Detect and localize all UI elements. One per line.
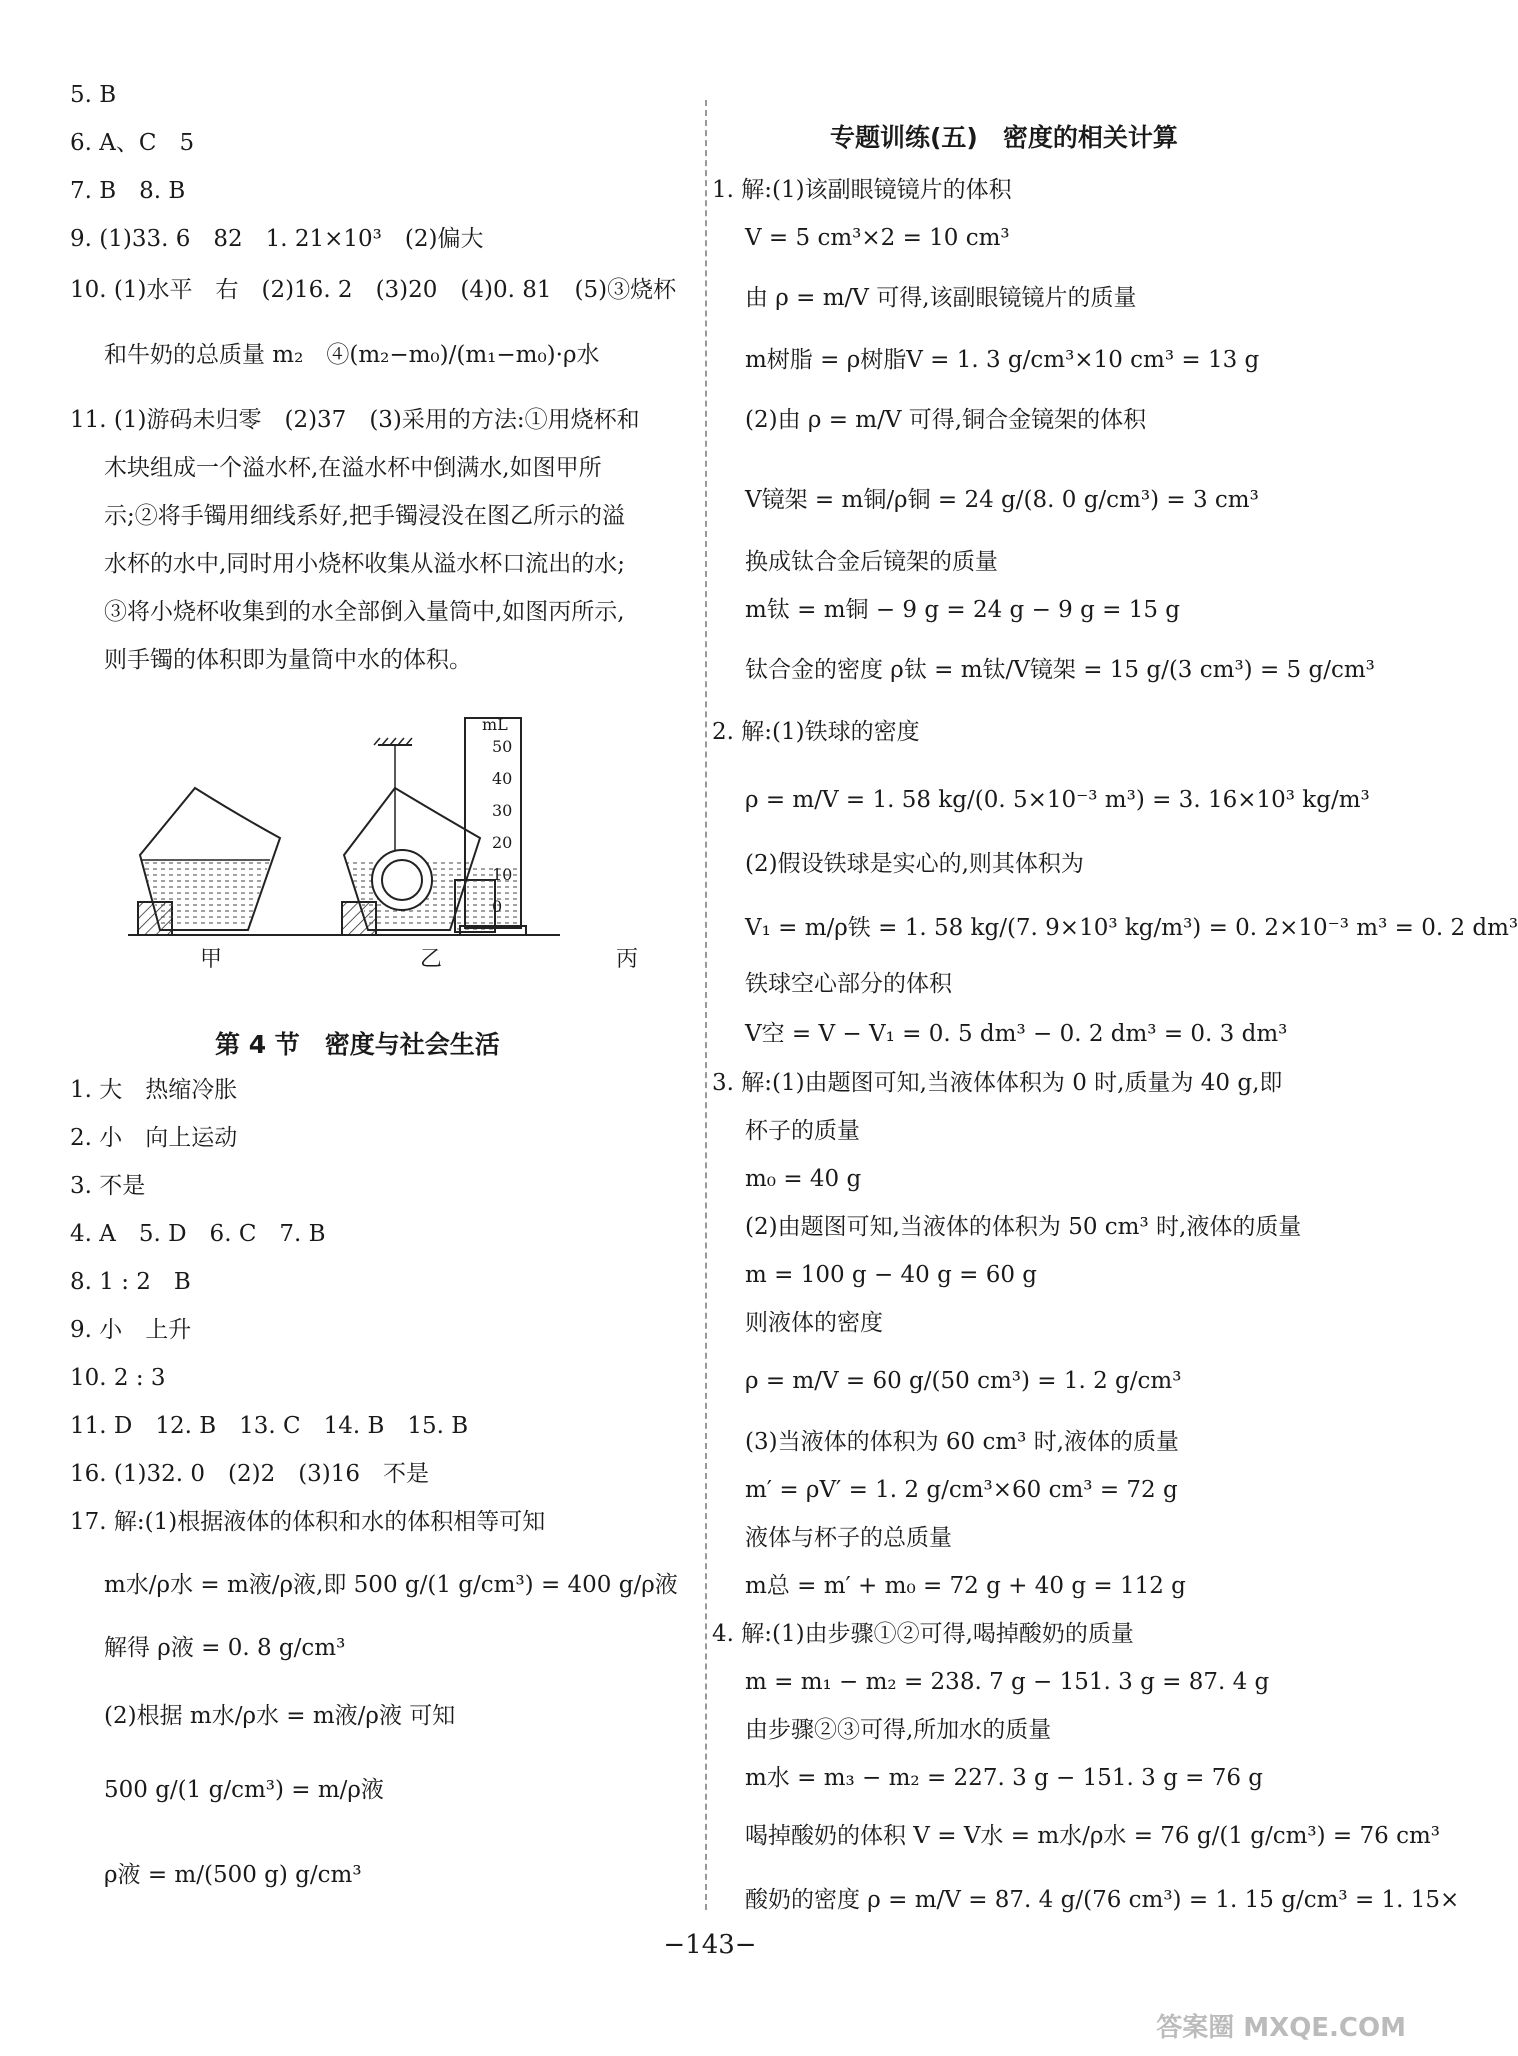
right-line: 钛合金的密度 ρ钛 = m钛/V镜架 = 15 g/(3 cm³) = 5 g/cm³: [745, 657, 1375, 683]
cylinder-tick: 40: [492, 769, 513, 788]
cylinder-scale: [470, 715, 550, 955]
left-line: 10. (1)水平 右 (2)16. 2 (3)20 (4)0. 81 (5)③烧杯: [70, 277, 677, 303]
left-line: 则手镯的体积即为量筒中水的体积。: [104, 647, 472, 673]
right-line: (3)当液体的体积为 60 cm³ 时,液体的质量: [745, 1429, 1180, 1455]
left-line: 10. 2 : 3: [70, 1365, 166, 1391]
right-line: m = m₁ − m₂ = 238. 7 g − 151. 3 g = 87. 4 g: [745, 1669, 1270, 1695]
left-section-title: 第 4 节 密度与社会生活: [215, 1030, 500, 1059]
left-line: 水杯的水中,同时用小烧杯收集从溢水杯口流出的水;: [104, 551, 626, 577]
right-section-title: 专题训练(五) 密度的相关计算: [830, 123, 1178, 152]
page-number: −143−: [663, 1930, 757, 1960]
right-line: m₀ = 40 g: [745, 1166, 862, 1192]
figure-label: 丙: [616, 947, 639, 972]
left-line: (2)根据 m水/ρ水 = m液/ρ液 可知: [104, 1703, 456, 1729]
right-line: 1. 解:(1)该副眼镜镜片的体积: [712, 177, 1012, 203]
left-line: 500 g/(1 g/cm³) = m/ρ液: [104, 1777, 384, 1803]
right-line: 酸奶的密度 ρ = m/V = 87. 4 g/(76 cm³) = 1. 15 g/cm³ = 1. 15×: [745, 1887, 1460, 1913]
left-line: 16. (1)32. 0 (2)2 (3)16 不是: [70, 1461, 430, 1487]
left-line: ρ液 = m/(500 g) g/cm³: [104, 1862, 362, 1888]
right-line: (2)假设铁球是实心的,则其体积为: [745, 851, 1084, 877]
left-line: 1. 大 热缩冷胀: [70, 1077, 238, 1103]
right-line: V₁ = m/ρ铁 = 1. 58 kg/(7. 9×10³ kg/m³) = 0. 2×10⁻³ m³ = 0. 2 dm³: [745, 915, 1518, 941]
right-line: ρ = m/V = 60 g/(50 cm³) = 1. 2 g/cm³: [745, 1368, 1182, 1394]
right-line: 由 ρ = m/V 可得,该副眼镜镜片的质量: [745, 285, 1137, 311]
cylinder-tick: 30: [492, 801, 513, 820]
figure-label: 甲: [200, 947, 223, 972]
overflow-cup-jia: [138, 788, 280, 935]
right-line: V镜架 = m铜/ρ铜 = 24 g/(8. 0 g/cm³) = 3 cm³: [745, 487, 1259, 513]
right-line: m总 = m′ + m₀ = 72 g + 40 g = 112 g: [745, 1573, 1186, 1599]
right-line: m钛 = m铜 − 9 g = 24 g − 9 g = 15 g: [745, 597, 1181, 623]
right-line: (2)由 ρ = m/V 可得,铜合金镜架的体积: [745, 407, 1147, 433]
right-line: ρ = m/V = 1. 58 kg/(0. 5×10⁻³ m³) = 3. 16×10³ kg/m³: [745, 787, 1370, 813]
cylinder-tick: 50: [492, 737, 513, 756]
figure-label: 乙: [420, 947, 443, 972]
left-line: 4. A 5. D 6. C 7. B: [70, 1221, 326, 1247]
right-line: 喝掉酸奶的体积 V = V水 = m水/ρ水 = 76 g/(1 g/cm³) = 76 cm³: [745, 1823, 1440, 1849]
watermark: 答案圈 MXQE.COM: [1156, 2013, 1406, 2043]
right-line: 3. 解:(1)由题图可知,当液体体积为 0 时,质量为 40 g,即: [712, 1070, 1283, 1096]
column-divider: [705, 100, 707, 1910]
left-line: 和牛奶的总质量 m₂ ④(m₂−m₀)/(m₁−m₀)·ρ水: [104, 342, 600, 368]
left-line: 3. 不是: [70, 1173, 146, 1199]
right-line: (2)由题图可知,当液体的体积为 50 cm³ 时,液体的质量: [745, 1214, 1302, 1240]
right-line: 铁球空心部分的体积: [745, 971, 952, 997]
cylinder-tick: 10: [492, 865, 513, 884]
right-line: m′ = ρV′ = 1. 2 g/cm³×60 cm³ = 72 g: [745, 1477, 1178, 1503]
left-line: 9. 小 上升: [70, 1317, 192, 1343]
right-line: 液体与杯子的总质量: [745, 1525, 952, 1551]
right-line: 换成钛合金后镜架的质量: [745, 549, 998, 575]
left-line: 9. (1)33. 6 82 1. 21×10³ (2)偏大: [70, 226, 484, 252]
right-line: 2. 解:(1)铁球的密度: [712, 719, 920, 745]
left-line: 木块组成一个溢水杯,在溢水杯中倒满水,如图甲所: [104, 455, 602, 481]
left-line: 8. 1 : 2 B: [70, 1269, 191, 1295]
left-line: 示;②将手镯用细线系好,把手镯浸没在图乙所示的溢: [104, 503, 626, 529]
right-line: m树脂 = ρ树脂V = 1. 3 g/cm³×10 cm³ = 13 g: [745, 347, 1260, 373]
experiment-figure: [120, 710, 680, 970]
left-line: 17. 解:(1)根据液体的体积和水的体积相等可知: [70, 1509, 546, 1535]
left-line: 6. A、C 5: [70, 130, 195, 156]
left-line: ③将小烧杯收集到的水全部倒入量筒中,如图丙所示,: [104, 599, 625, 625]
right-line: m = 100 g − 40 g = 60 g: [745, 1262, 1038, 1288]
right-line: 则液体的密度: [745, 1310, 883, 1336]
right-line: 杯子的质量: [745, 1118, 860, 1144]
cylinder-tick: 0: [492, 897, 503, 916]
right-line: V空 = V − V₁ = 0. 5 dm³ − 0. 2 dm³ = 0. 3 dm³: [745, 1021, 1288, 1047]
right-line: V = 5 cm³×2 = 10 cm³: [745, 225, 1010, 251]
left-line: 11. D 12. B 13. C 14. B 15. B: [70, 1413, 469, 1439]
left-line: 7. B 8. B: [70, 178, 186, 204]
left-line: m水/ρ水 = m液/ρ液,即 500 g/(1 g/cm³) = 400 g/ρ液: [104, 1572, 678, 1598]
right-line: 4. 解:(1)由步骤①②可得,喝掉酸奶的质量: [712, 1621, 1134, 1647]
left-line: 2. 小 向上运动: [70, 1125, 238, 1151]
right-line: 由步骤②③可得,所加水的质量: [745, 1717, 1052, 1743]
cylinder-tick: 20: [492, 833, 513, 852]
left-line: 11. (1)游码未归零 (2)37 (3)采用的方法:①用烧杯和: [70, 407, 640, 433]
left-line: 解得 ρ液 = 0. 8 g/cm³: [104, 1635, 346, 1661]
left-line: 5. B: [70, 82, 117, 108]
cylinder-unit: mL: [482, 715, 508, 734]
right-line: m水 = m₃ − m₂ = 227. 3 g − 151. 3 g = 76 g: [745, 1765, 1264, 1791]
